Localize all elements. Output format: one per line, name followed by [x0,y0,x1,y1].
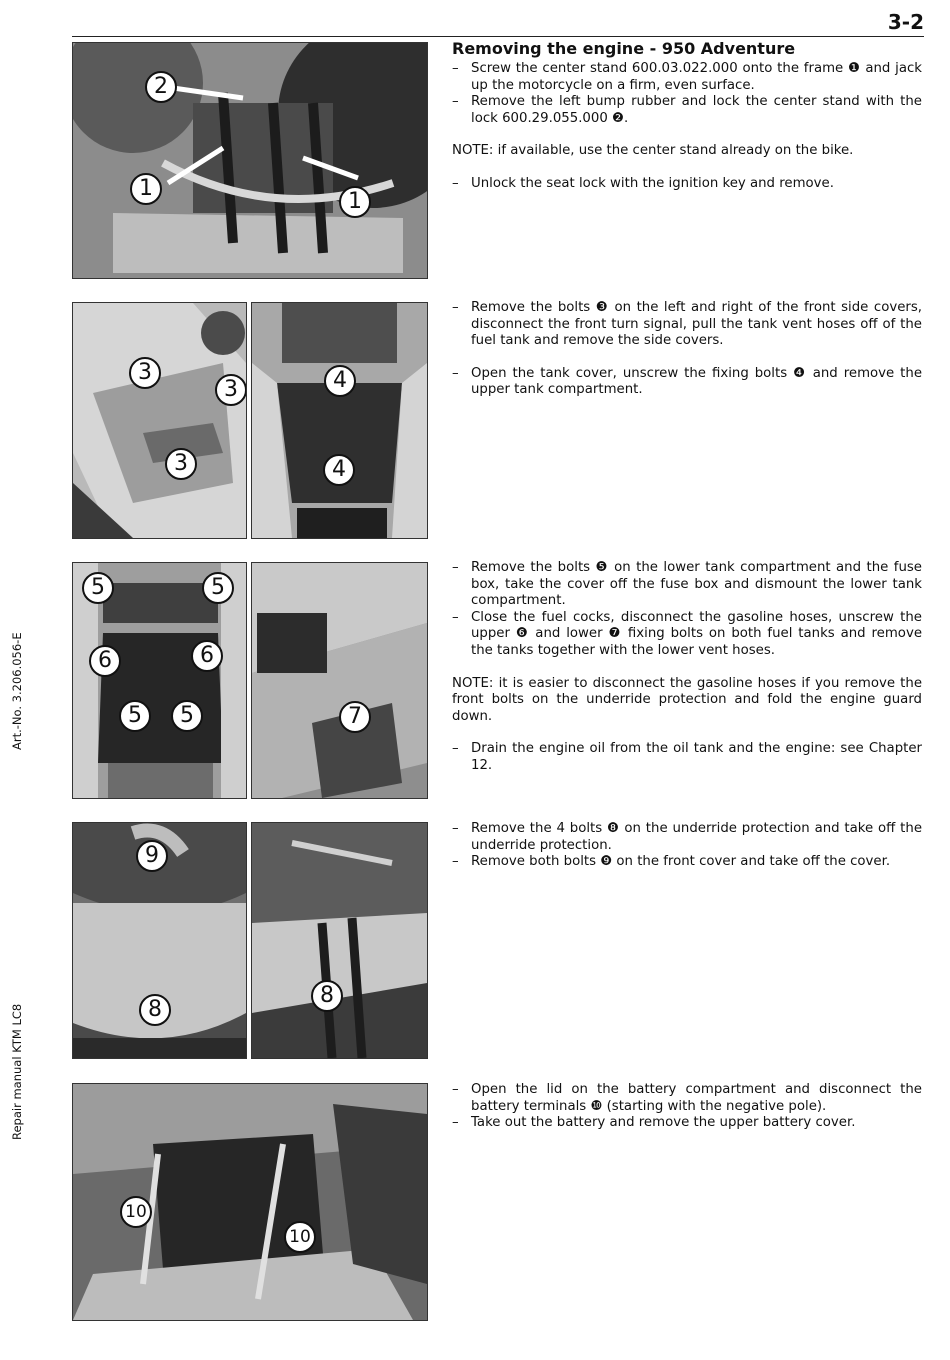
callout-10: 10 [284,1221,316,1253]
page-number: 3-2 [887,10,924,34]
section-underride-protection [452,821,922,871]
callout-7: 7 [339,701,371,733]
photo-underride-side-drawing [252,823,427,1058]
callout-6: 6 [191,640,223,672]
callout-1: 1 [130,173,162,205]
instruction-item: – Open the tank cover, unscrew the fixing bolts ❹ and remove the upper tank compartment. [452,365,922,398]
callout-8: 8 [139,994,171,1026]
instruction-item: – Take out the battery and remove the upper battery cover. [452,1115,856,1131]
callout-5: 5 [119,700,151,732]
section-side-covers [452,300,922,399]
callout-3: 3 [215,374,247,406]
photo-battery [72,1083,428,1321]
callout-2: 2 [145,71,177,103]
photo-center-stand-drawing [73,43,427,278]
callout-9: 9 [136,840,168,872]
instruction-item: – Drain the engine oil from the oil tank and the engine: see Chapter 12. [452,741,922,773]
photo-tank-compartment [251,302,428,539]
photo-side-covers-drawing [73,303,246,538]
callout-10: 10 [120,1196,152,1228]
instruction-item: – Remove the left bump rubber and lock the center stand with the lock 600.29.055.000 ❷. [452,94,922,126]
photo-side-covers [72,302,247,539]
section-heading: Removing the engine - 950 Adventure [452,39,796,58]
note-text: NOTE: it is easier to disconnect the gasoline hoses if you remove the front bolts on the underride protection and fold the engine guard down. [452,675,922,724]
instruction-item: – Remove the bolts ❺ on the lower tank compartment and the fuse box, take the cover off the fuse box and dismount the lower tank compartment. [452,560,922,609]
note-text: NOTE: if available, use the center stand already on the bike. [452,143,854,159]
instruction-item: – Open the lid on the battery compartment and disconnect the battery terminals ❿ (starting with the negative pole). [452,1082,922,1114]
instruction-item: – Close the fuel cocks, disconnect the gasoline hoses, unscrew the upper ❻ and lower ❼ fixing bolts on both fuel tanks and remove the tanks together with the lower vent hoses. [452,609,922,658]
photo-tank-compartment-drawing [252,303,427,538]
instruction-item: – Remove the bolts ❸ on the left and right of the front side covers, disconnect the front turn signal, pull the tank vent hoses off of the fuel tank and remove the side covers. [452,300,922,349]
callout-3: 3 [165,448,197,480]
art-number: Art.-No. 3.206.056-E [10,632,24,750]
callout-5: 5 [202,572,234,604]
callout-6: 6 [89,645,121,677]
instruction-item: – Screw the center stand 600.03.022.000 onto the frame ❶ and jack up the motorcycle on a firm, even surface. [452,61,922,93]
callout-4: 4 [324,365,356,397]
photo-underride-protection [72,822,247,1059]
callout-3: 3 [129,357,161,389]
photo-lower-tank-compartment [72,562,247,799]
section-remove-engine [452,39,922,193]
instruction-item: – Unlock the seat lock with the ignition key and remove. [452,175,834,191]
callout-1: 1 [339,186,371,218]
section-battery [452,1082,922,1132]
callout-4: 4 [323,454,355,486]
photo-fuel-tank [251,562,428,799]
photo-underride-side [251,822,428,1059]
callout-8: 8 [311,980,343,1012]
section-fuel-tanks [452,560,922,775]
instruction-item: – Remove both bolts ❾ on the front cover and take off the cover. [452,854,891,870]
header-rule [72,36,924,37]
photo-fuel-tank-drawing [252,563,427,798]
manual-title: Repair manual KTM LC8 [10,1003,24,1140]
photo-center-stand [72,42,428,279]
callout-5: 5 [171,700,203,732]
callout-5: 5 [82,572,114,604]
instruction-item: – Remove the 4 bolts ❽ on the underride protection and take off the underride protection. [452,821,922,853]
